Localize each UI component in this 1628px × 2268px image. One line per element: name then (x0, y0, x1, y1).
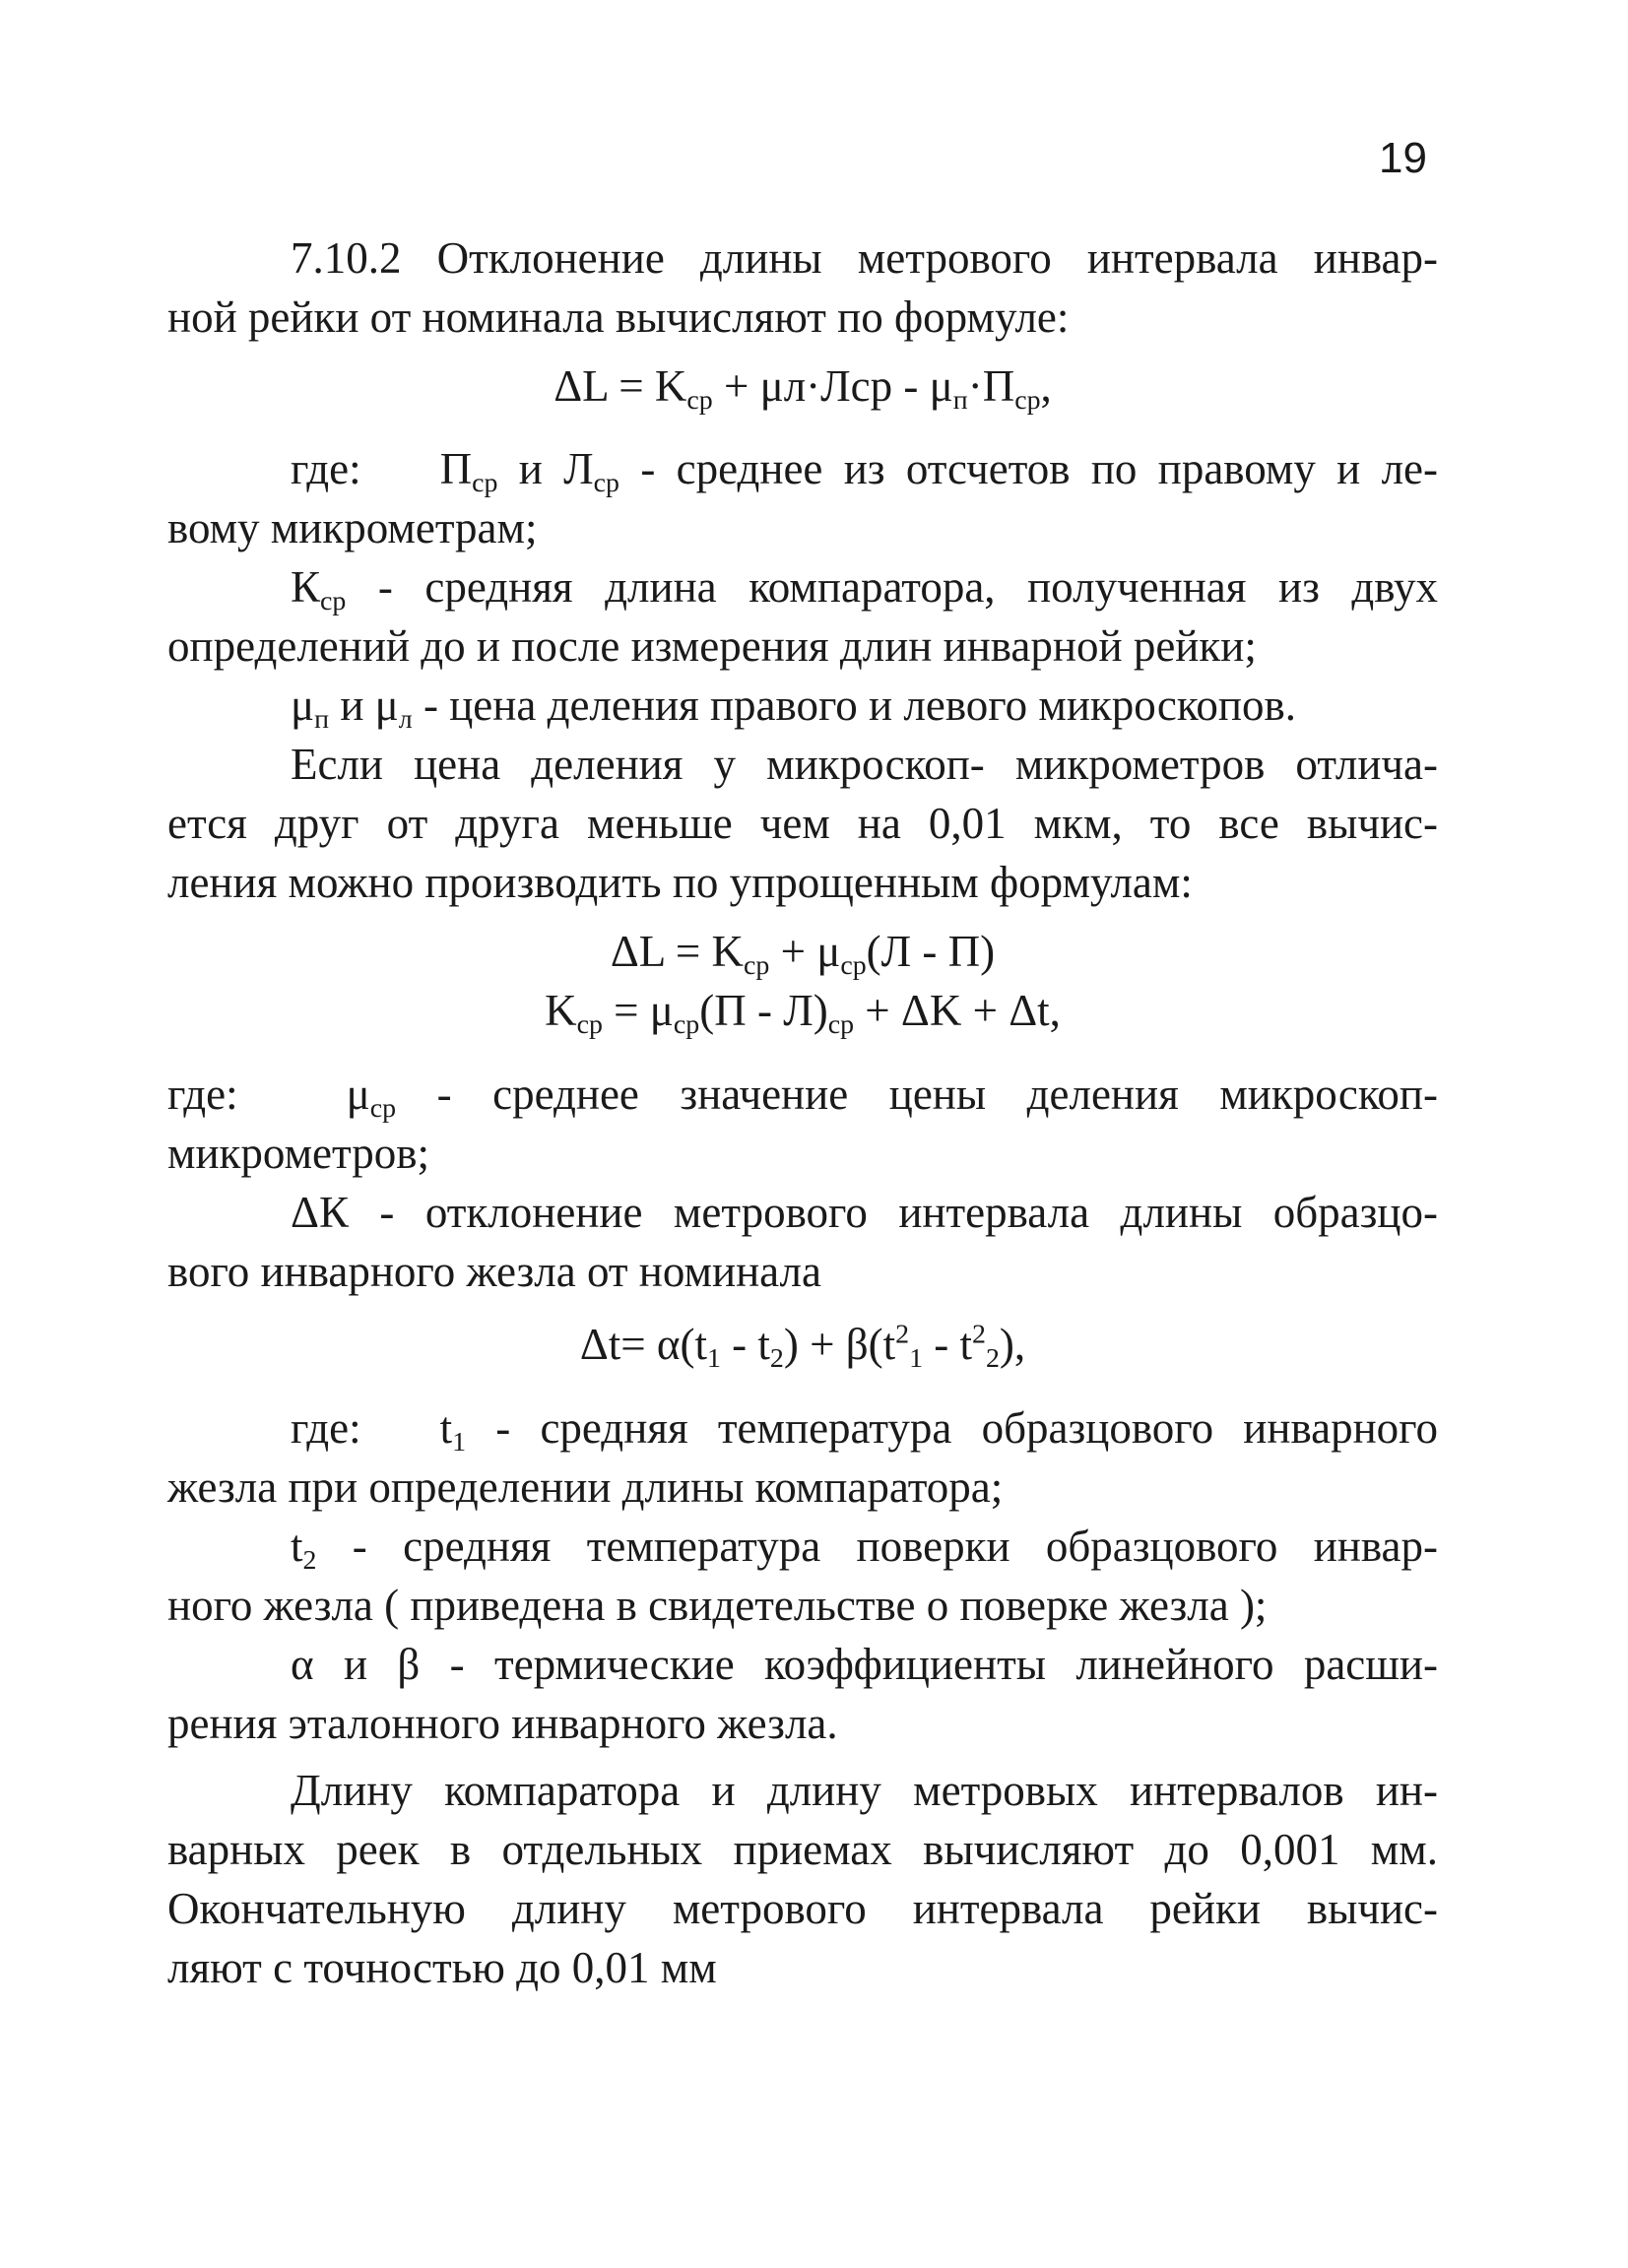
where-item-t2: $t_2$ - средняя температура поверки образцового инвар- (291, 1522, 1438, 1576)
formula-k-cp: $K_{ср} = \mu_{ср}(П - Л)_{ср} + \Delta K + \Delta t$, (545, 986, 1061, 1040)
paragraph-precision-line2: варных реек в отдельных приемах вычисляют до 0,001 мм. (167, 1825, 1438, 1874)
section-heading-line2: ной рейки от номинала вычисляют по формуле: (167, 292, 1070, 342)
paragraph-precision-line1: Длину компаратора и длину метровых интервалов ин- (291, 1766, 1438, 1815)
where-item-scale-value: $\mu_п$ и $\mu_л$ - цена деления правого и левого микроскопов. (291, 680, 1297, 735)
formula-delta-t: $\Delta t= \alpha(t_1 - t_2) + \beta(t^2_1 - t^2_2)$, (579, 1319, 1026, 1374)
where-item-delta-k-cont: вого инварного жезла от номинала (167, 1247, 821, 1296)
where-item-t2-cont: ного жезла ( приведена в свидетельстве о поверке жезла ); (167, 1581, 1268, 1630)
where-item-mean-scale-value-cont: микрометров; (167, 1129, 429, 1178)
where-item-delta-k: ΔК - отклонение метрового интервала длины образцо- (291, 1188, 1438, 1237)
where-item-alpha-beta-cont: рения эталонного инварного жезла. (167, 1699, 838, 1748)
paragraph-precision-line4: ляют с точностью до 0,01 мм (167, 1943, 717, 1992)
page-number: 19 (1379, 134, 1427, 182)
where-item-comparator-length: $К_{ср}$ - средняя длина компаратора, полученная из двух (291, 562, 1438, 616)
where-item-alpha-beta: α и β - термические коэффициенты линейного расши- (291, 1640, 1438, 1689)
where-item-t1: где: $t_1$ - средняя температура образцового инварного (291, 1403, 1438, 1458)
section-heading-line1: 7.10.2 Отклонение длины метрового интервала инвар- (291, 233, 1438, 283)
paragraph-precision-line3: Окончательную длину метрового интервала рейки вычис- (167, 1884, 1438, 1933)
where-item-t1-cont: жезла при определении длины компаратора; (167, 1462, 1004, 1512)
where-item-micrometer-readings-cont: вому микрометрам; (167, 503, 538, 552)
paragraph-simplified-line2: ется друг от друга меньше чем на 0,01 мкм, то все вычис- (167, 799, 1438, 848)
paragraph-simplified-line3: ления можно производить по упрощенным формулам: (167, 858, 1193, 907)
where-item-micrometer-readings: где: $П_{ср}$ и $Л_{ср}$ - среднее из отсчетов по правому и ле- (291, 444, 1438, 498)
where-item-comparator-length-cont: определений до и после измерения длин инварной рейки; (167, 621, 1257, 671)
formula-delta-l: $\Delta L = K_{ср} + \mu л\cdot Лср - \mu_п\cdot П_{ср}$, (554, 361, 1052, 416)
where-item-mean-scale-value: где: $\mu_{ср}$ - среднее значение цены деления микроскоп- (167, 1069, 1438, 1124)
paragraph-simplified-line1: Если цена деления у микроскоп- микрометров отлича- (291, 740, 1438, 789)
formula-delta-l-simplified: $\Delta L = K_{ср} + \mu_{ср}(Л - П)$ (610, 927, 996, 981)
